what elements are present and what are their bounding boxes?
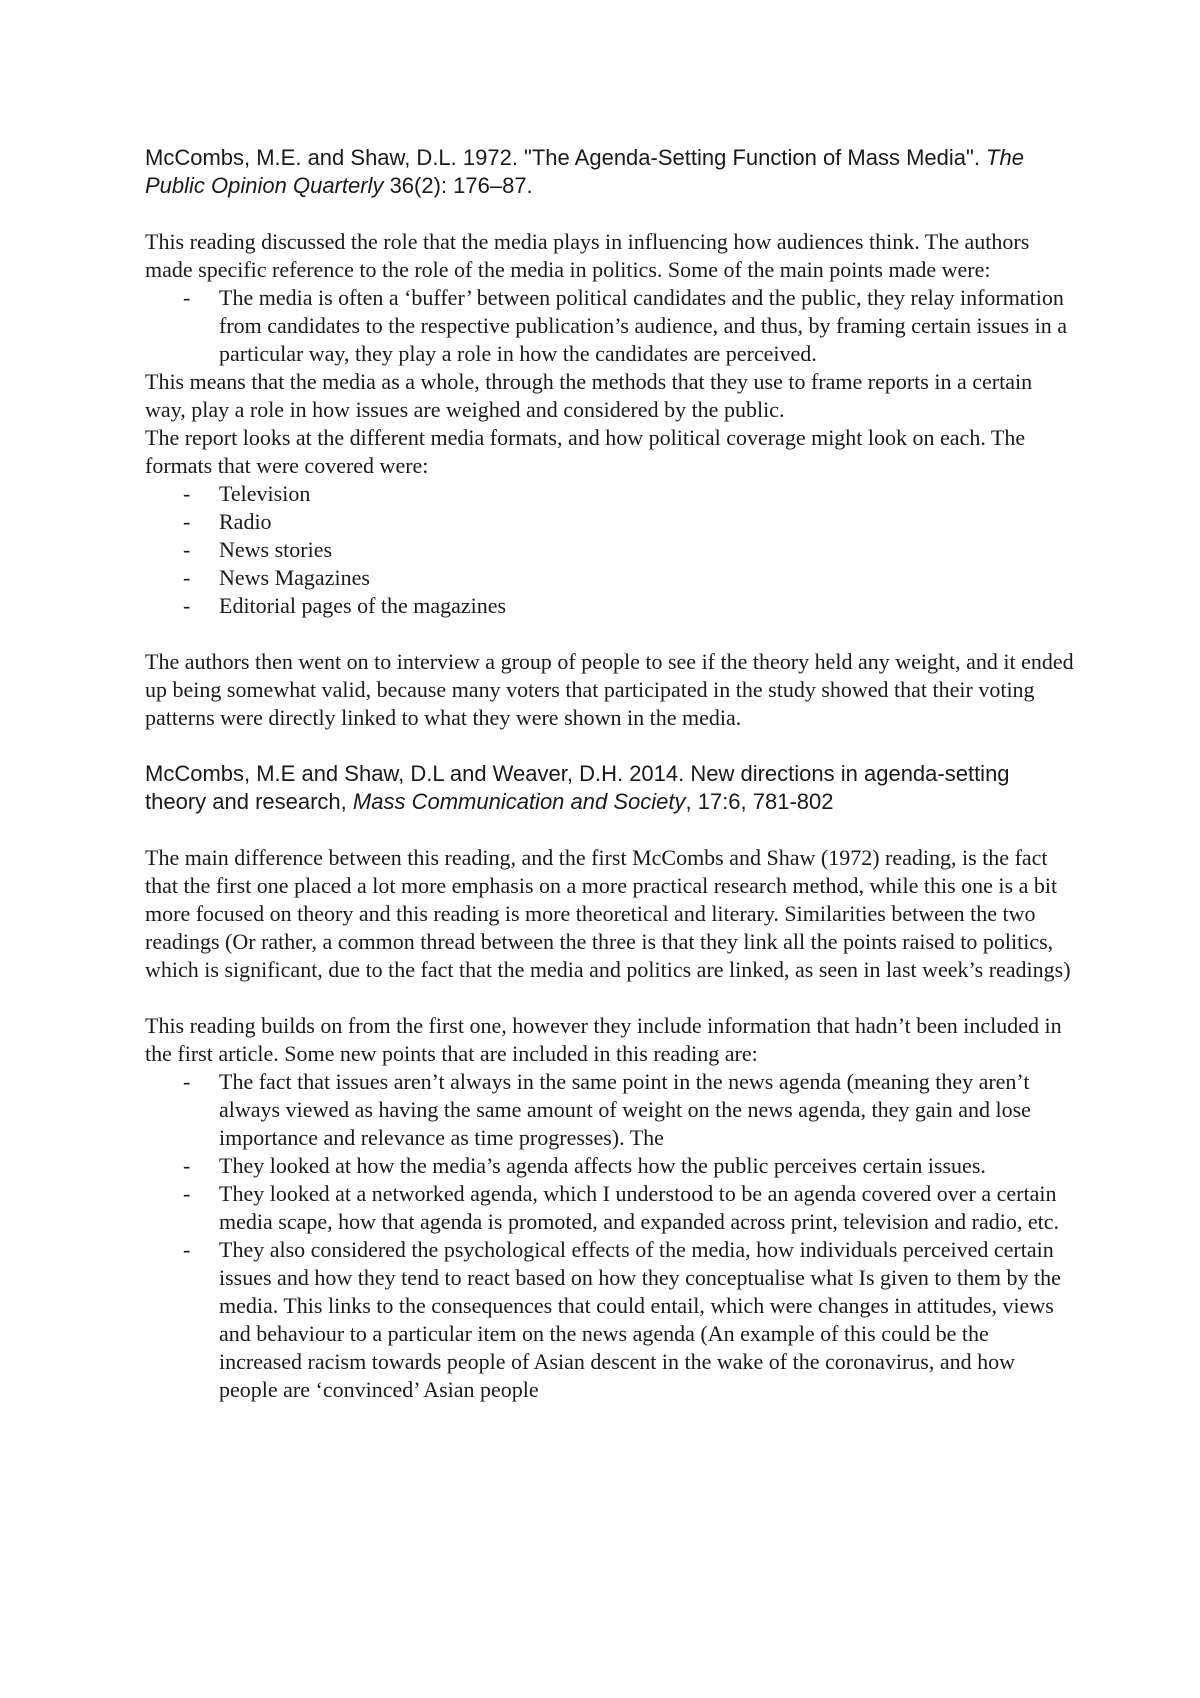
list-marker: -	[183, 565, 191, 590]
section-1-paragraph-4: The authors then went on to interview a group of people to see if the theory held any weight, and it ended up being somewhat valid, because many voters that participated in the study showed that their voting patterns were directly linked to what they were shown in the media.	[145, 649, 1074, 730]
list-item: - The media is often a ‘buffer’ between political candidates and the public, they relay information from candidates to the respective publication’s audience, and thus, by framing certain issues in a particular way, they play a role in how the candidates are perceived.	[183, 285, 1067, 366]
list-marker: -	[183, 481, 191, 506]
list-marker: -	[183, 1153, 191, 1178]
section-1-paragraph-3: The report looks at the different media formats, and how political coverage might look on each. The formats that were covered were:	[145, 425, 1026, 478]
list-marker: -	[183, 1069, 191, 1094]
list-item: - They looked at how the media’s agenda affects how the public perceives certain issues.	[183, 1153, 986, 1178]
list-item: - Editorial pages of the magazines	[183, 593, 507, 618]
list-item: - News Magazines	[183, 565, 370, 590]
list-marker: -	[183, 1181, 191, 1206]
reference-1	[145, 144, 1075, 200]
section-2-paragraph-2: This reading builds on from the first one, however they include information that hadn’t been included in the first article. Some new points that are included in this reading are:	[145, 1013, 1062, 1066]
section-2-paragraph-1: The main difference between this reading, and the first McCombs and Shaw (1972) reading, is the fact that the first one placed a lot more emphasis on a more practical research method, while this one is a bit more focused on theory and this reading is more theoretical and literary. Similarities between the two readings (Or rather, a common thread between the three is that they link all the points raised to politics, which is significant, due to the fact that the media and politics are linked, as seen in last week’s readings)	[145, 845, 1071, 982]
reference-1-authors: McCombs, M.E. and Shaw, D.L. 1972. "The Agenda-Setting Function of Mass Media".	[145, 145, 987, 170]
section-1-paragraph-2: This means that the media as a whole, through the methods that they use to frame reports in a certain way, play a role in how issues are weighed and considered by the public.	[145, 369, 1033, 422]
reference-2-authors: McCombs, M.E and Shaw, D.L and Weaver, D.H. 2014. New directions in agenda-setting theory and research,	[145, 761, 1010, 814]
reference-1-journal: The Public Opinion Quarterly	[145, 145, 1024, 198]
list-item: - The fact that issues aren’t always in the same point in the news agenda (meaning they aren’t always viewed as having the same amount of weight on the news agenda, they gain and lose importance and relevance as time progresses). The	[183, 1069, 1031, 1150]
list-item: - News stories	[183, 537, 333, 562]
list-item: - They also considered the psychological effects of the media, how individuals perceived certain issues and how they tend to react based on how they conceptualise what Is given to them by the media. This links to the consequences that could entail, which were changes in attitudes, views and behaviour to a particular item on the news agenda (An example of this could be the increased racism towards people of Asian descent in the wake of the coronavirus, and how people are ‘convinced’ Asian people	[183, 1237, 1061, 1402]
list-item: - They looked at a networked agenda, which I understood to be an agenda covered over a certain media scape, how that agenda is promoted, and expanded across print, television and radio, etc.	[183, 1181, 1060, 1234]
list-item: - Television	[183, 481, 311, 506]
list-marker: -	[183, 285, 191, 310]
media-formats-list	[145, 480, 1075, 620]
document-body	[145, 144, 1075, 1404]
list-marker: -	[183, 1237, 191, 1262]
list-marker: -	[183, 593, 191, 618]
section-2-bullet-list	[145, 1068, 1075, 1404]
list-marker: -	[183, 537, 191, 562]
reference-2-details: , 17:6, 781-802	[685, 789, 834, 814]
section-1-intro: This reading discussed the role that the media plays in influencing how audiences think. The authors made specific reference to the role of the media in politics. Some of the main points made were:	[145, 229, 1030, 282]
reference-2	[145, 760, 1075, 816]
section-1-bullet-list	[145, 284, 1075, 368]
list-item: - Radio	[183, 509, 272, 534]
reference-1-details: 36(2): 176–87.	[383, 173, 533, 198]
reference-2-journal: Mass Communication and Society	[352, 789, 686, 814]
list-marker: -	[183, 509, 191, 534]
